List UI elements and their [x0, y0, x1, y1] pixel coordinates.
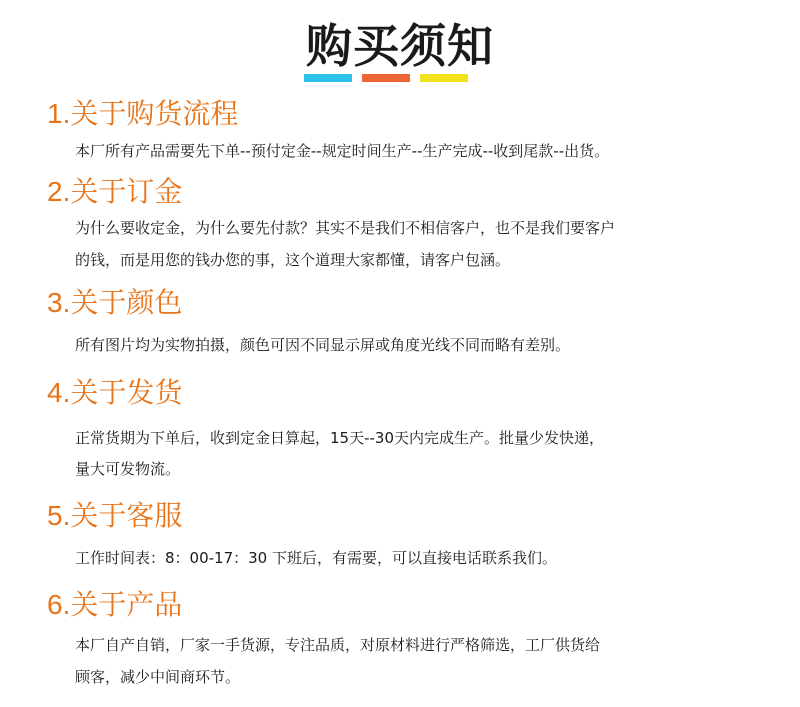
section-text-deposit-line-2: 的钱，而是用您的钱办您的事，这个道理大家都懂，请客户包涵。 — [75, 251, 511, 269]
page-title: 购买须知 — [306, 19, 494, 73]
section-text-shipping-line-2: 量大可发物流。 — [75, 460, 181, 478]
section-text-color: 所有图片均为实物拍摄，颜色可因不同显示屏或角度光线不同而略有差别。 — [75, 336, 571, 354]
section-text-product-line-1: 本厂自产自销，厂家一手货源，专注品质，对原材料进行严格筛选，工厂供货给 — [75, 636, 601, 654]
section-text-shipping-line-1: 正常货期为下单后，收到定金日算起，15天--30天内完成生产。批量少发快递， — [75, 429, 605, 447]
section-heading-color: 3.关于颜色 — [47, 287, 183, 318]
accent-bar-yellow — [420, 74, 468, 82]
section-heading-purchase-process: 1.关于购货流程 — [47, 98, 239, 129]
accent-bar-cyan — [304, 74, 352, 82]
section-heading-customer-service: 5.关于客服 — [47, 500, 183, 531]
section-text-purchase-process: 本厂所有产品需要先下单--预付定金--规定时间生产--生产完成--收到尾款--出货。 — [75, 142, 610, 160]
section-heading-shipping: 4.关于发货 — [47, 377, 183, 408]
section-text-deposit-line-1: 为什么要收定金，为什么要先付款？其实不是我们不相信客户，也不是我们要客户 — [75, 219, 616, 237]
accent-bar-orange — [362, 74, 410, 82]
section-text-product-line-2: 顾客，减少中间商环节。 — [75, 668, 241, 686]
section-heading-product: 6.关于产品 — [47, 589, 183, 620]
section-text-customer-service: 工作时间表：8：00-17：30 下班后，有需要，可以直接电话联系我们。 — [75, 549, 557, 567]
section-heading-deposit: 2.关于订金 — [47, 176, 183, 207]
